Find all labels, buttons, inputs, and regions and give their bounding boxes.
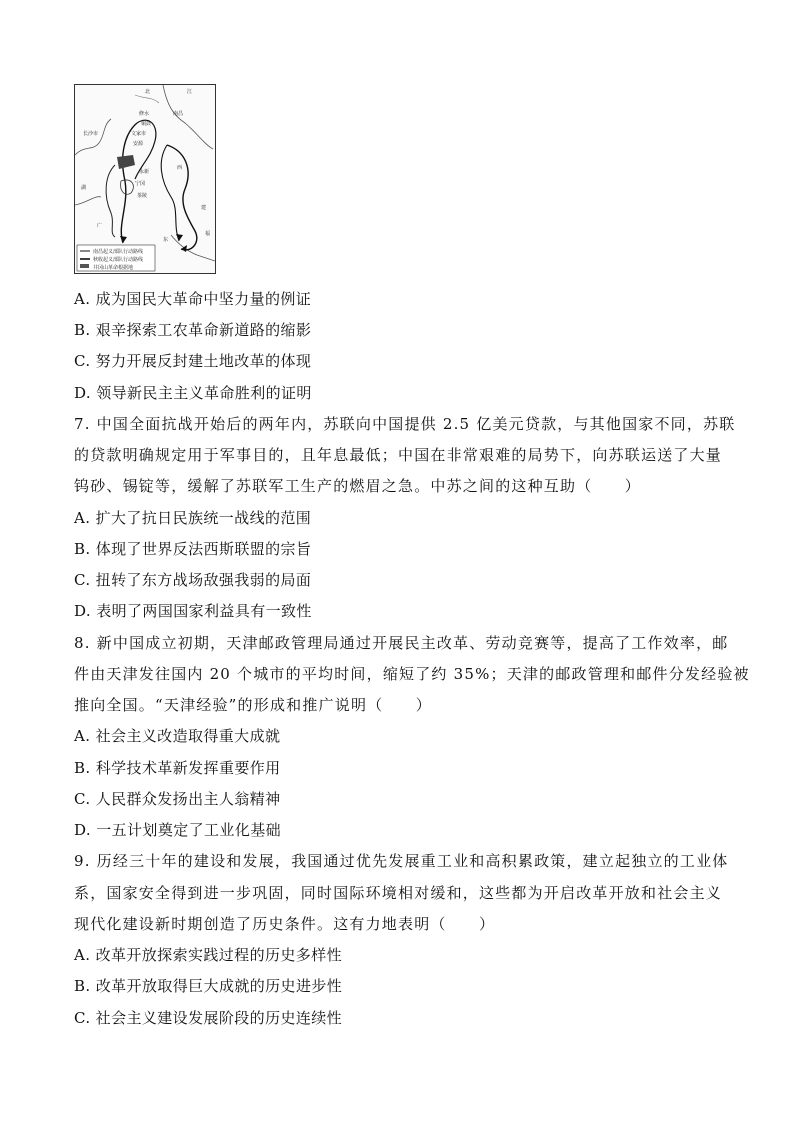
q9-option-a: A. 改革开放探索实践过程的历史多样性 <box>74 946 342 964</box>
map-label: 茶陵 <box>137 193 148 199</box>
q7-stem-line: 钨砂、锡锭等，缓解了苏联军工生产的燃眉之急。中苏之间的这种互助（ ） <box>74 477 642 495</box>
map-legend-item: 井冈山革命根据地 <box>93 265 134 271</box>
q7-option-d: D. 表明了两国国家利益具有一致性 <box>74 602 312 620</box>
map-label: 建 <box>201 205 207 211</box>
map-label: 安源 <box>133 141 144 147</box>
q7-option-c: C. 扭转了东方战场敌强我弱的局面 <box>74 571 312 589</box>
map-label: 文家市 <box>131 131 147 137</box>
map-label: 东 <box>163 237 169 243</box>
q8-stem-line: 推向全国。“天津经验”的形成和推广说明（ ） <box>74 696 432 714</box>
map-label: 铜鼓 <box>141 121 152 127</box>
q6-option-d: D. 领导新民主主义革命胜利的证明 <box>74 384 312 402</box>
map-legend-item: 秋收起义部队行动路线 <box>93 257 144 263</box>
q9-option-c: C. 社会主义建设发展阶段的历史连续性 <box>74 1009 343 1027</box>
map-label: 北 <box>145 89 151 95</box>
q8-option-d: D. 一五计划奠定了工业化基础 <box>74 821 282 839</box>
q8-option-b: B. 科学技术革新发挥重要作用 <box>74 759 281 777</box>
q7-option-b: B. 体现了世界反法西斯联盟的宗旨 <box>74 540 312 558</box>
q8-option-c: C. 人民群众发扬出主人翁精神 <box>74 790 281 808</box>
map-label: 南昌 <box>173 111 184 117</box>
q8-stem-line: 8. 新中国成立初期，天津邮政管理局通过开展民主改革、劳动竞赛等，提高了工作效率，邮 <box>74 634 729 652</box>
q9-stem-line: 现代化建设新时期创造了历史条件。这有力地表明（ ） <box>74 915 496 933</box>
map-label: 永新 <box>139 169 150 175</box>
map-drawing <box>75 85 215 273</box>
q9-option-b: B. 改革开放取得巨大成就的历史进步性 <box>74 977 343 995</box>
q7-option-a: A. 扩大了抗日民族统一战线的范围 <box>74 509 312 527</box>
map-label: 湖 <box>81 185 87 191</box>
map-label: 广 <box>97 223 103 229</box>
q8-stem-line: 件由天津发往国内 20 个城市的平均时间，缩短了约 35%；天津的邮政管理和邮件分发经验被 <box>74 665 750 683</box>
map-legend-item: 南昌起义部队行动路线 <box>93 249 144 255</box>
map-label: 福 <box>205 231 211 237</box>
map-label: 江 <box>187 89 193 95</box>
q9-stem-line: 系，国家安全得到进一步巩固，同时国际环境相对缓和，这些都为开启改革开放和社会主义 <box>74 884 723 902</box>
q8-option-a: A. 社会主义改造取得重大成就 <box>74 727 281 745</box>
q9-stem-line: 9. 历经三十年的建设和发展，我国通过优先发展重工业和高积累政策，建立起独立的工业体 <box>74 852 729 870</box>
map-label: 修水 <box>139 111 150 117</box>
historical-route-map <box>74 84 216 274</box>
map-label: 长沙市 <box>83 131 99 137</box>
map-label: 西 <box>177 165 183 171</box>
q7-stem-line: 的贷款明确规定用于军事目的，且年息最低；中国在非常艰难的局势下，向苏联运送了大量 <box>74 446 723 464</box>
map-label: 宁冈 <box>135 181 146 187</box>
q6-option-c: C. 努力开展反封建土地改革的体现 <box>74 352 312 370</box>
q6-option-a: A. 成为国民大革命中坚力量的例证 <box>74 290 312 308</box>
q6-option-b: B. 艰辛探索工农革命新道路的缩影 <box>74 321 312 339</box>
q7-stem-line: 7. 中国全面抗战开始后的两年内，苏联向中国提供 2.5 亿美元贷款，与其他国家不同，苏联 <box>74 415 736 433</box>
